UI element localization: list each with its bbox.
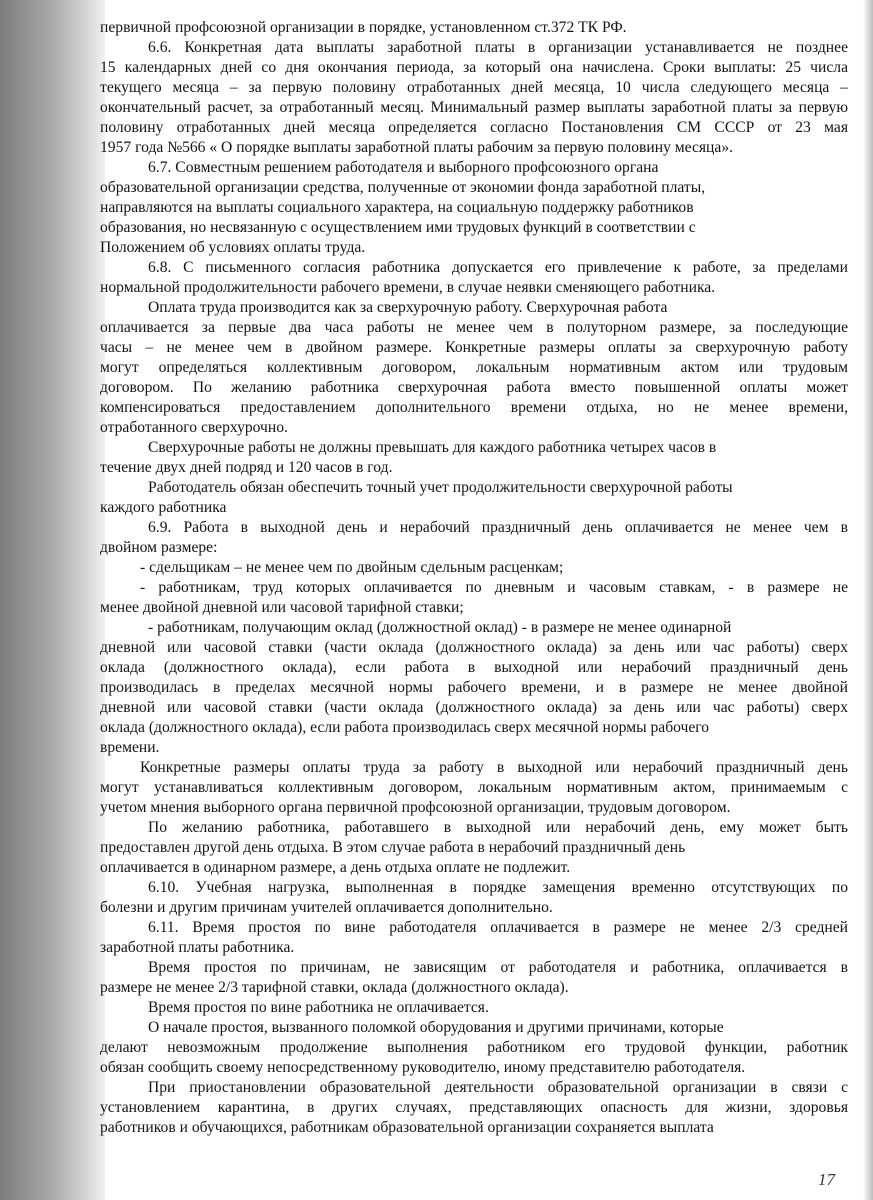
text-line: менее двойной дневной или часовой тарифной ставки; bbox=[100, 599, 464, 616]
text-line: - работникам, труд которых оплачивается по дневным и часовым ставкам, - в размере не bbox=[140, 579, 848, 596]
text-line: двойном размере: bbox=[100, 539, 218, 556]
text-line: дневной или часовой ставки (части оклада (должностного оклада) за день или час работы) сверх bbox=[100, 699, 848, 716]
text-line: Время простоя по вине работника не оплачивается. bbox=[148, 999, 489, 1016]
text-line: установлением карантина, в других случаях, представляющих опасность для жизни, здоровья bbox=[100, 1099, 848, 1116]
text-line: 6.10. Учебная нагрузка, выполненная в порядке замещения временно отсутствующих по bbox=[148, 879, 848, 896]
scan-binding-shadow bbox=[0, 0, 105, 1200]
text-line: делают невозможным продолжение выполнения работником его трудовой функции, работник bbox=[100, 1039, 848, 1056]
text-line: Работодатель обязан обеспечить точный учет продолжительности сверхурочной работы bbox=[148, 479, 733, 496]
text-line: Конкретные размеры оплаты труда за работу в выходной или нерабочий праздничный день bbox=[140, 759, 848, 776]
text-line: половину отработанных дней месяца определяется согласно Постановления СМ СССР от 23 мая bbox=[100, 119, 848, 136]
text-line: 1957 года №566 « О порядке выплаты заработной платы рабочим за первую половину месяца». bbox=[100, 139, 734, 156]
document-page bbox=[100, 18, 848, 1138]
text-line: Положением об условиях оплаты труда. bbox=[100, 239, 366, 256]
text-line: образования, но несвязанную с осуществлением ими трудовых функций в соответствии с bbox=[100, 219, 696, 236]
text-line: оплачивается за первые два часа работы не менее чем в полуторном размере, за последующие bbox=[100, 319, 848, 336]
text-line: дневной или часовой ставки (части оклада (должностного оклада) за день или час работы) сверх bbox=[100, 639, 848, 656]
text-line: 6.11. Время простоя по вине работодателя оплачивается в размере не менее 2/3 средней bbox=[148, 919, 848, 936]
text-line: 6.9. Работа в выходной день и нерабочий праздничный день оплачивается не менее чем в bbox=[148, 519, 848, 536]
text-line: 6.7. Совместным решением работодателя и выборного профсоюзного органа bbox=[148, 159, 659, 176]
text-line: текущего месяца – за первую половину отработанных дней месяца, 10 числа следующего месяца – bbox=[100, 79, 848, 96]
text-line: предоставлен другой день отдыха. В этом случае работа в нерабочий праздничный день bbox=[100, 839, 686, 856]
text-line: окончательный расчет, за отработанный месяц. Минимальный размер выплаты заработной платы за первую bbox=[100, 99, 848, 116]
text-line: могут определяться коллективным договором, локальным нормативным актом или трудовым bbox=[100, 359, 848, 376]
text-line: заработной платы работника. bbox=[100, 939, 295, 956]
text-line: 15 календарных дней со дня окончания периода, за который она начислена. Сроки выплаты: 25 числа bbox=[100, 59, 848, 76]
text-line: болезни и другим причинам учителей оплачивается дополнительно. bbox=[100, 899, 553, 916]
text-line: образовательной организации средства, полученные от экономии фонда заработной платы, bbox=[100, 179, 706, 196]
text-line: При приостановлении образовательной деятельности образовательной организации в связи с bbox=[148, 1079, 848, 1096]
text-line: направляются на выплаты социального характера, на социальную поддержку работников bbox=[100, 199, 694, 216]
scan-page-edge bbox=[863, 0, 873, 1200]
text-line: первичной профсоюзной организации в порядке, установленном ст.372 ТК РФ. bbox=[100, 19, 627, 36]
text-line: отработанного сверхурочно. bbox=[100, 419, 288, 436]
text-line: течение двух дней подряд и 120 часов в год. bbox=[100, 459, 393, 476]
text-line: Время простоя по причинам, не зависящим от работодателя и работника, оплачивается в bbox=[148, 959, 848, 976]
text-line: могут устанавливаться коллективным договором, локальным нормативным актом, принимаемым с bbox=[100, 779, 848, 796]
page-number: 17 bbox=[818, 1170, 835, 1189]
text-line: По желанию работника, работавшего в выходной или нерабочий день, ему может быть bbox=[148, 819, 848, 836]
text-line: оклада (должностного оклада), если работа производилась сверх месячной нормы рабочего bbox=[100, 719, 710, 736]
text-line: Сверхурочные работы не должны превышать для каждого работника четырех часов в bbox=[148, 439, 717, 456]
text-line: Оплата труда производится как за сверхурочную работу. Сверхурочная работа bbox=[148, 299, 668, 316]
text-line: - работникам, получающим оклад (должностной оклад) - в размере не менее одинарной bbox=[148, 619, 732, 636]
text-line: оплачивается в одинарном размере, а день отдыха оплате не подлежит. bbox=[100, 859, 571, 876]
text-line: 6.8. С письменного согласия работника допускается его привлечение к работе, за пределами bbox=[148, 259, 848, 276]
text-line: часы – не менее чем в двойном размере. Конкретные размеры оплаты за сверхурочную работу bbox=[100, 339, 848, 356]
text-line: производилась в пределах месячной нормы рабочего времени, и в размере не менее двойной bbox=[100, 679, 848, 696]
text-line: 6.6. Конкретная дата выплаты заработной платы в организации устанавливается не позднее bbox=[148, 39, 848, 56]
text-line: учетом мнения выборного органа первичной профсоюзной организации, трудовым договором. bbox=[100, 799, 731, 816]
text-line: каждого работника bbox=[100, 499, 227, 516]
text-line: нормальной продолжительности рабочего времени, в случае неявки сменяющего работника. bbox=[100, 279, 716, 296]
text-line: договором. По желанию работника сверхурочная работа вместо повышенной оплаты может bbox=[100, 379, 848, 396]
text-line: - сдельщикам – не менее чем по двойным сдельным расценкам; bbox=[140, 559, 564, 576]
text-line: компенсироваться предоставлением дополнительного времени отдыха, но не менее времени, bbox=[100, 399, 848, 416]
text-line: О начале простоя, вызванного поломкой оборудования и другими причинами, которые bbox=[148, 1019, 724, 1036]
text-line: работников и обучающихся, работникам образовательной организации сохраняется выплата bbox=[100, 1119, 714, 1136]
text-line: оклада (должностного оклада), если работа в выходной или нерабочий праздничный день bbox=[100, 659, 848, 676]
text-line: времени. bbox=[100, 739, 160, 756]
text-line: обязан сообщить своему непосредственному руководителю, иному представителю работодателя. bbox=[100, 1059, 746, 1076]
text-line: размере не менее 2/3 тарифной ставки, оклада (должностного оклада). bbox=[100, 979, 569, 996]
